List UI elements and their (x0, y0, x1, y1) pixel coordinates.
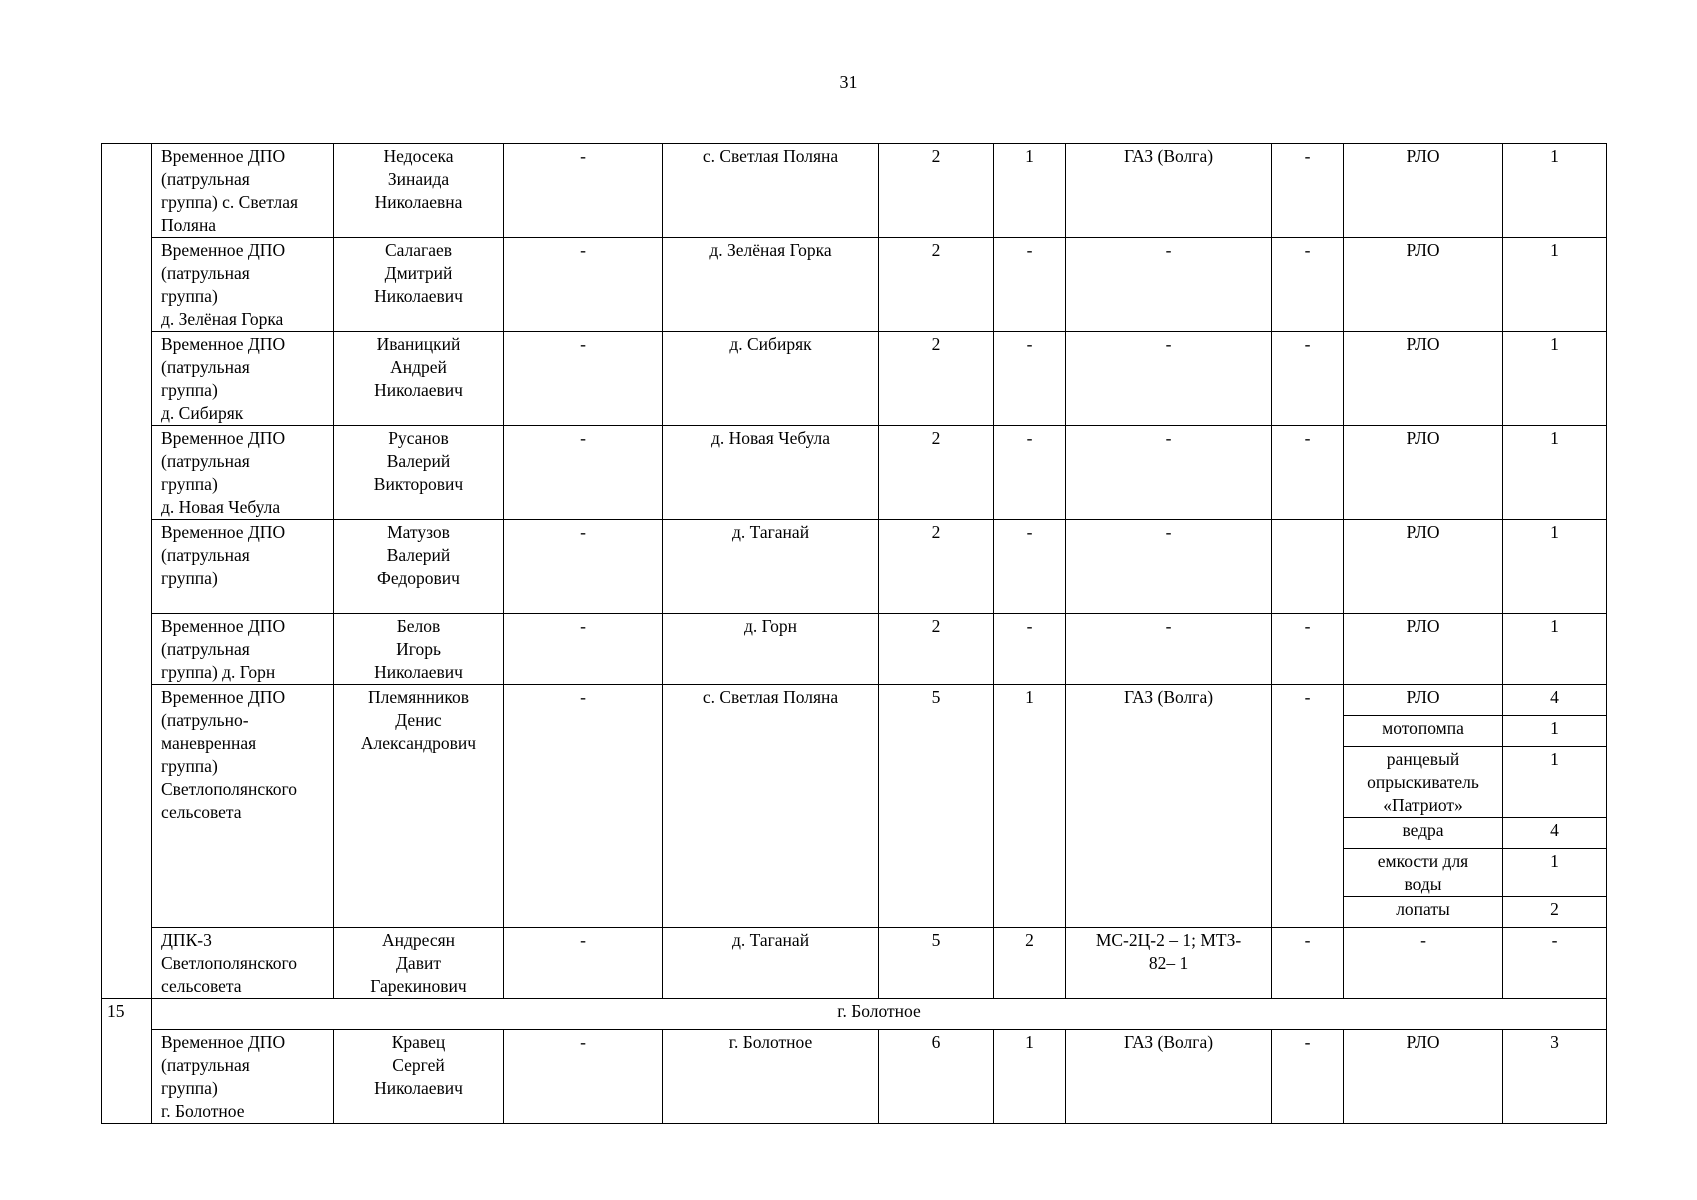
equipment-name-cell (1344, 238, 1503, 332)
location-cell: д. Горн (663, 614, 879, 685)
vehicle-type-cell-line: - (1165, 428, 1172, 448)
equipment-name-cell-line: РЛО (1406, 1032, 1440, 1052)
equipment-name-cell (1344, 144, 1503, 238)
page-number: 31 (839, 72, 858, 92)
equipment-name-cell-line: РЛО (1406, 616, 1440, 636)
vehicle-type-cell-line: - (1165, 334, 1172, 354)
head-name-cell-line: Николаевич (374, 286, 463, 306)
people-count-cell: 2 (879, 520, 994, 614)
equipment-qty-cell: 3 (1503, 1030, 1607, 1124)
unit-name-cell-line: группа) (161, 1078, 218, 1098)
equipment-qty-cell: - (1503, 928, 1607, 999)
head-name-cell-line: Матузов (387, 522, 450, 542)
col8-cell: - (1272, 614, 1344, 685)
equipment-name-cell-line: ведра (1402, 820, 1444, 840)
table-row (102, 144, 1607, 238)
table-row (102, 426, 1607, 520)
col8-cell: - (1272, 426, 1344, 520)
vehicle-type-cell (1066, 685, 1272, 928)
equipment-name-cell (1344, 520, 1503, 614)
unit-name-cell-line: Светлополянского (161, 779, 297, 799)
unit-name-cell-line: группа) (161, 286, 218, 306)
unit-name-cell-line: сельсовета (161, 976, 242, 996)
equipment-name-cell-line: РЛО (1406, 146, 1440, 166)
head-name-cell-line: Иваницкий (376, 334, 461, 354)
table-row (102, 332, 1607, 426)
equipment-name-cell-line: РЛО (1406, 334, 1440, 354)
col8-cell: - (1272, 1030, 1344, 1124)
unit-name-cell (152, 1030, 334, 1124)
vehicle-type-cell-line: ГАЗ (Волга) (1123, 1032, 1214, 1052)
unit-name-cell (152, 426, 334, 520)
location-cell: д. Новая Чебула (663, 426, 879, 520)
people-count-cell: 5 (879, 928, 994, 999)
equipment-name-cell-line: мотопомпа (1382, 718, 1464, 738)
vehicle-count-cell: 1 (994, 144, 1066, 238)
unit-name-cell (152, 685, 334, 928)
unit-name-cell (152, 238, 334, 332)
vehicle-type-cell (1066, 238, 1272, 332)
vehicle-type-cell-line: МС-2Ц-2 – 1; МТЗ- (1095, 930, 1242, 950)
equipment-name-cell-line: воды (1404, 874, 1442, 894)
equipment-name-cell-line: лопаты (1396, 899, 1450, 919)
unit-name-cell-line: группа) (161, 474, 218, 494)
unit-name-cell-line: г. Болотное (161, 1101, 245, 1121)
equipment-name-cell-line: опрыскиватель (1367, 772, 1479, 792)
people-count-cell: 2 (879, 144, 994, 238)
equipment-qty-cell: 1 (1503, 238, 1607, 332)
unit-name-cell-line: сельсовета (161, 802, 242, 822)
head-name-cell (334, 520, 504, 614)
equipment-qty-cell: 1 (1503, 426, 1607, 520)
head-name-cell-line: Племянников (368, 687, 469, 707)
head-name-cell (334, 928, 504, 999)
equipment-name-cell-line: РЛО (1406, 240, 1440, 260)
head-name-cell-line: Дмитрий (384, 263, 453, 283)
equipment-name-cell (1344, 614, 1503, 685)
vehicle-type-cell-line: - (1165, 522, 1172, 542)
location-cell: с. Светлая Поляна (663, 685, 879, 928)
equipment-name-cell-line: «Патриот» (1383, 795, 1463, 815)
unit-name-cell-line: (патрульная (161, 545, 250, 565)
head-name-cell-line: Николаевич (374, 380, 463, 400)
equipment-name-cell-line: РЛО (1406, 687, 1440, 707)
col3-cell: - (504, 238, 663, 332)
resources-table (101, 143, 1607, 1124)
head-name-cell-line: Белов (396, 616, 441, 636)
head-name-cell-line: Андрей (390, 357, 447, 377)
vehicle-type-cell-line: 82– 1 (1148, 953, 1189, 973)
head-name-cell-line: Зинаида (387, 169, 450, 189)
table-row (102, 520, 1607, 614)
head-name-cell-line: Александрович (360, 733, 477, 753)
unit-name-cell-line: группа) (161, 756, 218, 776)
col3-cell: - (504, 1030, 663, 1124)
col8-cell: - (1272, 144, 1344, 238)
unit-name-cell-line: группа) (161, 380, 218, 400)
vehicle-type-cell (1066, 1030, 1272, 1124)
head-name-cell (334, 332, 504, 426)
vehicle-type-cell-line: - (1165, 616, 1172, 636)
equipment-qty-cell: 1 (1503, 332, 1607, 426)
col3-cell: - (504, 614, 663, 685)
head-name-cell-line: Викторович (373, 474, 464, 494)
col3-cell: - (504, 332, 663, 426)
vehicle-count-cell: - (994, 332, 1066, 426)
people-count-cell: 5 (879, 685, 994, 928)
unit-name-cell-line: маневренная (161, 733, 257, 753)
head-name-cell-line: Валерий (386, 451, 451, 471)
equipment-name-cell (1344, 849, 1503, 897)
location-cell: г. Болотное (663, 1030, 879, 1124)
people-count-cell: 6 (879, 1030, 994, 1124)
unit-name-cell-line: Поляна (161, 215, 217, 235)
section-title-cell: г. Болотное (152, 999, 1607, 1030)
equipment-name-cell (1344, 332, 1503, 426)
equipment-name-cell (1344, 685, 1503, 716)
equipment-name-cell (1344, 747, 1503, 818)
col8-cell: - (1272, 332, 1344, 426)
unit-name-cell (152, 332, 334, 426)
head-name-cell (334, 426, 504, 520)
head-name-cell-line: Сергей (392, 1055, 445, 1075)
head-name-cell (334, 1030, 504, 1124)
head-name-cell-line: Давит (396, 953, 441, 973)
unit-name-cell-line: (патрульная (161, 263, 250, 283)
unit-name-cell-line: группа) с. Светлая (161, 192, 299, 212)
equipment-name-cell-line: емкости для (1377, 851, 1469, 871)
unit-name-cell-line: (патрульная (161, 451, 250, 471)
equipment-name-cell-line: РЛО (1406, 428, 1440, 448)
unit-name-cell-line: Временное ДПО (161, 522, 286, 542)
head-name-cell-line: Гарекинович (370, 976, 467, 996)
col3-cell: - (504, 144, 663, 238)
head-name-cell-line: Салагаев (384, 240, 453, 260)
head-name-cell-line: Федорович (377, 568, 460, 588)
equipment-name-cell (1344, 1030, 1503, 1124)
unit-name-cell-line: (патрульная (161, 639, 250, 659)
equipment-name-cell-line: - (1420, 930, 1426, 950)
people-count-cell: 2 (879, 614, 994, 685)
equipment-name-cell (1344, 897, 1503, 928)
section-number-cell: 15 (102, 999, 152, 1124)
equipment-name-cell-line: ранцевый (1386, 749, 1460, 769)
unit-name-cell (152, 144, 334, 238)
people-count-cell: 2 (879, 238, 994, 332)
unit-name-cell-line: (патрульная (161, 169, 250, 189)
col3-cell: - (504, 685, 663, 928)
vehicle-type-cell (1066, 426, 1272, 520)
table-row (102, 685, 1607, 716)
head-name-cell-line: Кравец (391, 1032, 446, 1052)
unit-name-cell (152, 614, 334, 685)
table-row (102, 238, 1607, 332)
equipment-name-cell (1344, 818, 1503, 849)
table-row (102, 614, 1607, 685)
head-name-cell-line: Валерий (386, 545, 451, 565)
vehicle-type-cell (1066, 614, 1272, 685)
people-count-cell: 2 (879, 426, 994, 520)
col8-cell: - (1272, 238, 1344, 332)
vehicle-type-cell-line: ГАЗ (Волга) (1123, 146, 1214, 166)
vehicle-type-cell (1066, 520, 1272, 614)
vehicle-count-cell: 2 (994, 928, 1066, 999)
vehicle-count-cell: - (994, 238, 1066, 332)
head-name-cell-line: Русанов (388, 428, 449, 448)
equipment-qty-cell: 1 (1503, 716, 1607, 747)
people-count-cell: 2 (879, 332, 994, 426)
vehicle-count-cell: 1 (994, 685, 1066, 928)
head-name-cell-line: Денис (395, 710, 442, 730)
unit-name-cell-line: группа) д. Горн (161, 662, 276, 682)
col3-cell: - (504, 426, 663, 520)
vehicle-count-cell: - (994, 426, 1066, 520)
equipment-name-cell (1344, 928, 1503, 999)
location-cell: д. Сибиряк (663, 332, 879, 426)
col3-cell: - (504, 928, 663, 999)
equipment-name-cell (1344, 716, 1503, 747)
unit-name-cell (152, 928, 334, 999)
unit-name-cell-line: группа) (161, 568, 218, 588)
equipment-qty-cell: 4 (1503, 685, 1607, 716)
head-name-cell (334, 685, 504, 928)
vehicle-count-cell: - (994, 614, 1066, 685)
equipment-qty-cell: 1 (1503, 144, 1607, 238)
unit-name-cell-line: ДПК-3 (161, 930, 212, 950)
unit-name-cell-line: Светлополянского (161, 953, 297, 973)
table-row (102, 928, 1607, 999)
col8-cell: - (1272, 928, 1344, 999)
section-row (102, 999, 1607, 1030)
head-name-cell (334, 238, 504, 332)
head-name-cell (334, 144, 504, 238)
unit-name-cell-line: Временное ДПО (161, 1032, 286, 1052)
unit-name-cell-line: Временное ДПО (161, 616, 286, 636)
unit-name-cell-line: Временное ДПО (161, 146, 286, 166)
equipment-qty-cell: 1 (1503, 747, 1607, 818)
location-cell: д. Зелёная Горка (663, 238, 879, 332)
equipment-qty-cell: 1 (1503, 614, 1607, 685)
head-name-cell-line: Игорь (396, 639, 441, 659)
unit-name-cell-line: (патрульная (161, 1055, 250, 1075)
head-name-cell-line: Недосека (383, 146, 454, 166)
head-name-cell (334, 614, 504, 685)
unit-name-cell-line: Временное ДПО (161, 334, 286, 354)
equipment-name-cell-line: РЛО (1406, 522, 1440, 542)
row-number-cell (102, 144, 152, 999)
vehicle-type-cell-line: ГАЗ (Волга) (1123, 687, 1214, 707)
equipment-name-cell (1344, 426, 1503, 520)
equipment-qty-cell: 1 (1503, 849, 1607, 897)
vehicle-type-cell (1066, 332, 1272, 426)
unit-name-cell-line: Временное ДПО (161, 240, 286, 260)
location-cell: д. Таганай (663, 520, 879, 614)
equipment-qty-cell: 2 (1503, 897, 1607, 928)
head-name-cell-line: Николаевич (374, 1078, 463, 1098)
head-name-cell-line: Андресян (381, 930, 456, 950)
unit-name-cell-line: Временное ДПО (161, 428, 286, 448)
location-cell: с. Светлая Поляна (663, 144, 879, 238)
unit-name-cell-line: д. Новая Чебула (161, 497, 281, 517)
vehicle-type-cell (1066, 144, 1272, 238)
unit-name-cell-line: (патрульно- (161, 710, 249, 730)
unit-name-cell (152, 520, 334, 614)
head-name-cell-line: Николаевна (374, 192, 463, 212)
vehicle-count-cell: - (994, 520, 1066, 614)
vehicle-type-cell-line: - (1165, 240, 1172, 260)
head-name-cell-line: Николаевич (374, 662, 463, 682)
unit-name-cell-line: (патрульная (161, 357, 250, 377)
vehicle-count-cell: 1 (994, 1030, 1066, 1124)
unit-name-cell-line: д. Зелёная Горка (161, 309, 284, 329)
vehicle-type-cell (1066, 928, 1272, 999)
col8-cell: - (1272, 685, 1344, 928)
equipment-qty-cell: 4 (1503, 818, 1607, 849)
col8-cell (1272, 520, 1344, 614)
col3-cell: - (504, 520, 663, 614)
unit-name-cell-line: Временное ДПО (161, 687, 286, 707)
location-cell: д. Таганай (663, 928, 879, 999)
equipment-qty-cell: 1 (1503, 520, 1607, 614)
table-row (102, 1030, 1607, 1124)
unit-name-cell-line: д. Сибиряк (161, 403, 244, 423)
